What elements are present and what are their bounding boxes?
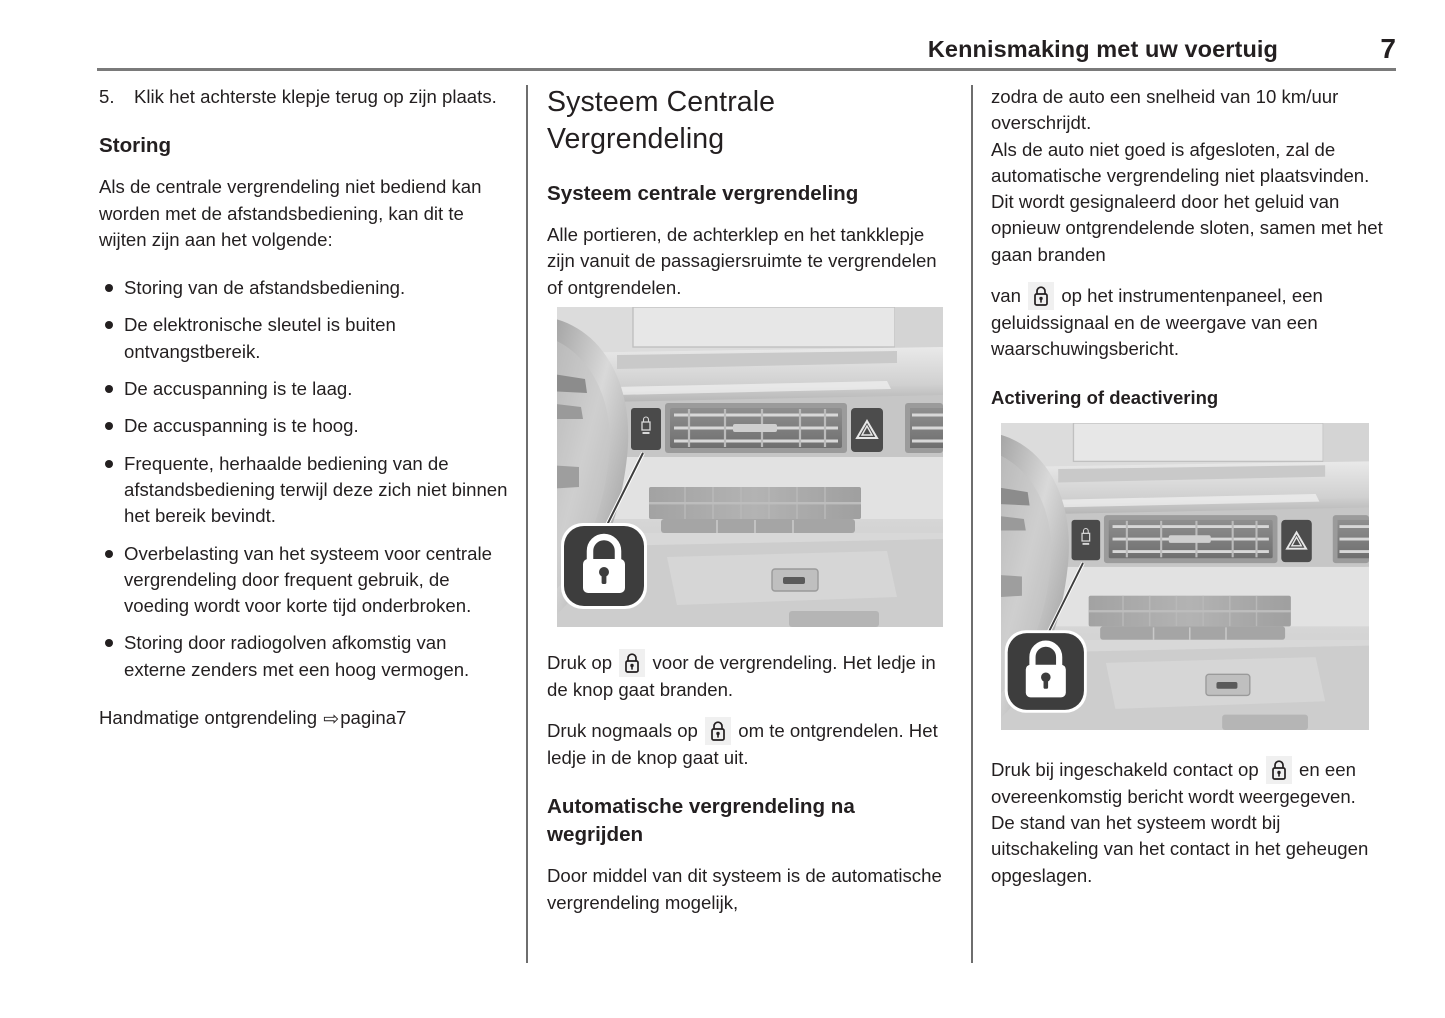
press-lock-after: voor de vergrendeling. Het ledje in de knop gaat branden. bbox=[547, 651, 936, 700]
page-title: Kennismaking met uw voertuig bbox=[927, 36, 1278, 62]
figure-dashboard-central-locking-middle bbox=[557, 307, 943, 627]
press-unlock-after: om te ontgrendelen. Het ledje in de knop gaat uit. bbox=[547, 720, 938, 769]
paragraph-system-central-locking: Alle portieren, de achterklep en het tankklepje zijn vanuit de passagiersruimte te vergrendelen of ontgrendelen. bbox=[547, 224, 937, 298]
lock-callout-badge bbox=[561, 523, 647, 609]
paragraph-speed-continued: zodra de auto een snelheid van 10 km/uur overschrijdt. bbox=[991, 86, 1339, 134]
press-ignition-before: Druk bij ingeschakeld contact op bbox=[991, 758, 1259, 780]
indicator-before: van bbox=[991, 285, 1021, 307]
list-item: Storing van de afstandsbediening. bbox=[99, 275, 509, 301]
press-unlock-before: Druk nogmaals op bbox=[547, 720, 698, 742]
paragraph-auto-locking: Door middel van dit systeem is de automatische vergrendeling mogelijk, bbox=[547, 865, 942, 913]
chapter-title: Systeem Centrale Vergrendeling bbox=[547, 86, 776, 155]
paragraph-press-unlock bbox=[547, 717, 947, 771]
header-rule bbox=[97, 68, 1396, 71]
step-number: 5. bbox=[99, 86, 115, 107]
page-header bbox=[97, 33, 1396, 74]
cross-reference-target[interactable]: pagina7 bbox=[340, 707, 407, 729]
paragraph-press-lock bbox=[547, 649, 947, 703]
step-text: Klik het achterste klepje terug op zijn plaats. bbox=[134, 86, 497, 107]
list-item: De elektronische sleutel is buiten ontvangstbereik. bbox=[99, 312, 509, 365]
numbered-step-5 bbox=[99, 84, 509, 110]
list-item: Frequente, herhaalde bediening van de afstandsbediening terwijl deze zich niet binnen het bereik bevindt. bbox=[99, 451, 509, 530]
cross-reference bbox=[99, 705, 509, 731]
figure-dashboard-central-locking-right bbox=[1001, 423, 1369, 730]
lock-icon bbox=[705, 717, 731, 745]
list-item: De accuspanning is te laag. bbox=[99, 376, 509, 402]
lock-callout-badge bbox=[1005, 630, 1087, 713]
paragraph-memory: De stand van het systeem wordt bij uitschakeling van het contact in het geheugen opgeslagen. bbox=[991, 811, 1369, 886]
column-divider-2 bbox=[971, 85, 973, 963]
column-divider-1 bbox=[526, 85, 528, 963]
press-ignition-after: en een overeenkomstig bericht wordt weergegeven. bbox=[991, 758, 1356, 807]
heading-auto-locking: Automatische vergrendeling na wegrijden bbox=[547, 795, 855, 847]
left-column bbox=[99, 84, 509, 731]
list-item: Storing door radiogolven afkomstig van externe zenders met een hoog vermogen. bbox=[99, 630, 509, 683]
lock-icon bbox=[619, 649, 645, 677]
lock-icon bbox=[1266, 756, 1292, 784]
press-lock-before: Druk op bbox=[547, 651, 613, 673]
storing-cause-list bbox=[99, 275, 509, 683]
dashboard-illustration bbox=[557, 307, 943, 627]
heading-storing: Storing bbox=[99, 134, 172, 158]
cross-reference-label: Handmatige ontgrendeling bbox=[99, 707, 318, 729]
list-item: Overbelasting van het systeem voor centrale vergrendeling door frequent gebruik, de voeding wordt voor korte tijd onderbroken. bbox=[99, 541, 509, 620]
paragraph-indicator bbox=[991, 282, 1391, 363]
paragraph-not-properly-closed: Als de auto niet goed is afgesloten, zal de automatische vergrendeling niet plaatsvinden. Dit wordt gesignaleerd door het geluid van opnieuw ontgrendelende sloten, samen met het gaan branden bbox=[991, 138, 1383, 265]
heading-system-central-locking: Systeem centrale vergrendeling bbox=[547, 182, 859, 205]
lock-icon bbox=[1028, 282, 1054, 310]
page-number: 7 bbox=[1380, 33, 1396, 64]
arrow-right-icon: ⇨ bbox=[323, 709, 340, 731]
dashboard-illustration bbox=[1001, 423, 1369, 730]
indicator-after: op het instrumentenpaneel, een geluidssignaal en de weergave van een waarschuwingsbericht. bbox=[991, 285, 1323, 360]
paragraph-storing-intro: Als de centrale vergrendeling niet bediend kan worden met de afstandsbediening, kan dit te wijten zijn aan het volgende: bbox=[99, 176, 482, 250]
heading-activering-deactivering: Activering of deactivering bbox=[991, 386, 1219, 408]
paragraph-press-ignition bbox=[991, 756, 1391, 810]
list-item: De accuspanning is te hoog. bbox=[99, 413, 509, 439]
